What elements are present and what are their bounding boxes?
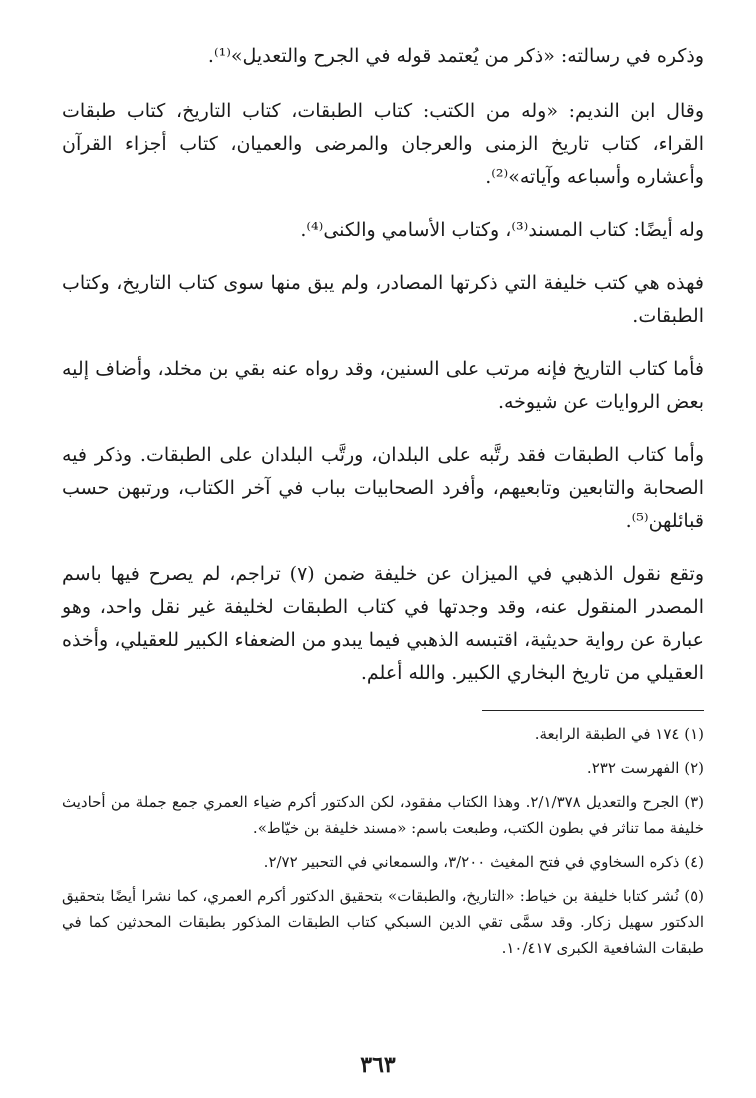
paragraph-2: وقال ابن النديم: «وله من الكتب: كتاب الطبقات، كتاب التاريخ، كتاب طبقات القراء، كتاب تاريخ الزمنى والعرجان والمرضى والعميان، كتاب أجزاء القرآن وأعشاره وأسباعه وآياته»⁽²⁾.: [62, 100, 704, 188]
footnote-4: (٤) ذكره السخاوي في فتح المغيث ٣/٢٠٠، والسمعاني في التحبير ٢/٧٢.: [263, 853, 704, 871]
paragraph-7: وتقع نقول الذهبي في الميزان عن خليفة ضمن (٧) تراجم، لم يصرح فيها باسم المصدر المنقول عنه، وقد وجدتها في كتاب الطبقات لخليفة غير نقل واحد، وهو عبارة عن رواية حديثية، اقتبسه الذهبي فيما يبدو من الضعفاء الكبير للعقيلي، وأخذه العقيلي من تاريخ البخاري الكبير. والله أعلم.: [62, 563, 704, 684]
paragraph-5: فأما كتاب التاريخ فإنه مرتب على السنين، وقد رواه عنه بقي بن مخلد، وأضاف إليه بعض الروايات عن شيوخه.: [62, 358, 704, 413]
footnote-3: (٣) الجرح والتعديل ٢/١/٣٧٨. وهذا الكتاب مفقود، لكن الدكتور أكرم ضياء العمري جمع جملة من أحاديث خليفة مما تناثر في بطون الكتب، وطبعت باسم: «مسند خليفة بن خيّاط».: [62, 793, 704, 837]
footnote-2: (٢) الفهرست ٢٣٢.: [586, 759, 704, 777]
footnote-divider: [482, 710, 704, 711]
page-content: [62, 40, 704, 969]
paragraph-4: فهذه هي كتب خليفة التي ذكرتها المصادر، ولم يبق منها سوى كتاب التاريخ، وكتاب الطبقات.: [62, 272, 704, 327]
footnote-5: (٥) نُشر كتابا خليفة بن خياط: «التاريخ، والطبقات» بتحقيق الدكتور أكرم العمري، كما نشرا أيضًا بتحقيق الدكتور سهيل زكار. وقد سمَّى تقي الدين السبكي كتاب الطبقات المذكور بطبقات المحدثين كما في طبقات الشافعية الكبرى ١٠/٤١٧.: [62, 887, 704, 957]
paragraph-6: وأما كتاب الطبقات فقد رتَّبه على البلدان، ورتَّب البلدان على الطبقات. وذكر فيه الصحابة والتابعين وتابعيهم، وأفرد الصحابيات بباب في آخر الكتاب، ورتبهن حسب قبائلهن⁽⁵⁾.: [62, 444, 704, 532]
paragraph-1: وذكره في رسالته: «ذكر من يُعتمد قوله في الجرح والتعديل»⁽¹⁾.: [207, 45, 704, 67]
footnote-1: (١) ١٧٤ في الطبقة الرابعة.: [534, 725, 704, 743]
paragraph-3: وله أيضًا: كتاب المسند⁽³⁾، وكتاب الأسامي والكنى⁽⁴⁾.: [300, 219, 704, 241]
footnotes: [62, 721, 704, 961]
page-number: ٣٦٣: [360, 1052, 396, 1078]
